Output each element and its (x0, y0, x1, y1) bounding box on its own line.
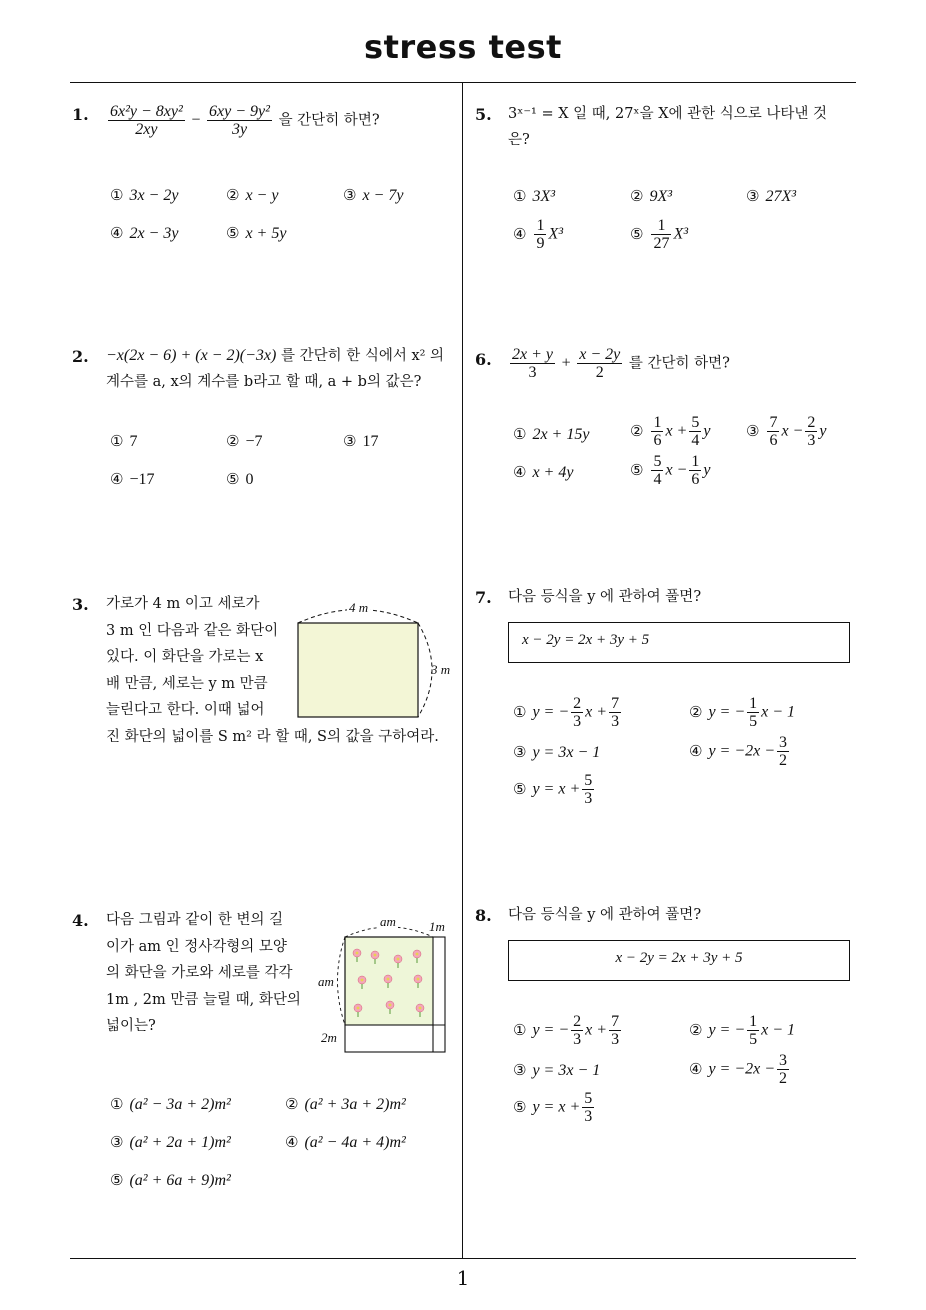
option-3[interactable]: ③ (a² + 2a + 1)m² (110, 1133, 231, 1151)
option-5[interactable]: ⑤ $\frac{5}{4}$ x − $\frac{1}{6}$ y (630, 453, 711, 488)
column-divider (462, 82, 463, 1259)
question-number: 8. (475, 906, 492, 925)
right-extension-label: 1m (429, 919, 445, 934)
option-2[interactable]: ② y = − $\frac{1}{5}$ x − 1 (689, 1013, 796, 1048)
left-side-label: am (318, 974, 334, 989)
question-number: 4. (72, 911, 89, 930)
page-title: stress test (364, 28, 562, 66)
fraction-numerator: 6xy − 9y² (209, 103, 270, 120)
option-4[interactable]: ④ y = −2x − $\frac{3}{2}$ (689, 734, 788, 769)
option-5[interactable]: ⑤ y = x + $\frac{5}{3}$ (513, 1090, 593, 1125)
question-3-stem: 가로가 4 m 이고 세로가 3 m 인 다음과 같은 화단이 있다. 이 화단을 가로는 x 배 만큼, 세로는 y m 만큼 늘린다고 한다. 이때 넓어 진 화단의 넓이를 S m² 라 할 때, S의 값을 구하여라. (106, 596, 439, 745)
option-4[interactable]: ④ 2x − 3y (110, 224, 179, 242)
option-1[interactable]: ① (a² − 3a + 2)m² (110, 1095, 231, 1113)
footer-rule (70, 1258, 856, 1259)
height-label: 3 m (431, 662, 451, 677)
question-1-stem: $\frac{\text{6x²y − 8xy²}}{2xy}$ − $\frac{\text{6xy − 9y²}}{3y}$ 을 간단히 하면? (110, 103, 380, 138)
equation-box (508, 940, 850, 981)
option-5[interactable]: ⑤ (a² + 6a + 9)m² (110, 1171, 231, 1189)
fraction-denominator: 2xy (135, 121, 158, 138)
option-4[interactable]: ④ x + 4y (513, 463, 574, 481)
option-2[interactable]: ② 9X³ (630, 187, 673, 205)
option-1[interactable]: ① y = − $\frac{2}{3}$ x + $\frac{7}{3}$ (513, 1013, 620, 1048)
page-number: 1 (456, 1266, 470, 1290)
option-3[interactable]: ③ $\frac{7}{6}$ x − $\frac{2}{3}$ y (746, 414, 827, 449)
option-4[interactable]: ④ $\frac{1}{9}$ X³ (513, 217, 564, 252)
option-1[interactable]: ① 3x − 2y (110, 186, 179, 204)
question-number: 6. (475, 350, 492, 369)
option-5[interactable]: ⑤ $\frac{1}{27}$ X³ (630, 217, 689, 252)
header-rule (70, 82, 856, 83)
question-7-stem: 다음 등식을 y 에 관하여 풀면? (508, 589, 702, 605)
equation-text: x − 2y = 2x + 3y + 5 (522, 632, 650, 648)
bottom-extension-label: 2m (321, 1030, 337, 1045)
option-1[interactable]: ① 2x + 15y (513, 425, 590, 443)
option-2[interactable]: ② $\frac{1}{6}$ x + $\frac{5}{4}$ y (630, 414, 711, 449)
question-number: 1. (72, 105, 89, 124)
option-1[interactable]: ① y = − $\frac{2}{3}$ x + $\frac{7}{3}$ (513, 695, 620, 730)
option-3[interactable]: ③ 27X³ (746, 187, 797, 205)
equation-text: x − 2y = 2x + 3y + 5 (615, 950, 743, 966)
option-5[interactable]: ⑤ y = x + $\frac{5}{3}$ (513, 772, 593, 807)
width-label: 4 m (349, 600, 369, 615)
question-6-stem: $\frac{2x + y}{3}$ + $\frac{x - 2y}{2}$ 를 간단히 하면? (512, 346, 730, 381)
option-1[interactable]: ① 3X³ (513, 187, 556, 205)
question-4-stem: 다음 그림과 같이 한 변의 길 이가 am 인 정사각형의 모양 의 화단을 가로와 세로를 각각 1m , 2m 만큼 늘릴 때, 화단의 넓이는? (106, 912, 301, 1034)
option-2[interactable]: ② y = − $\frac{1}{5}$ x − 1 (689, 695, 796, 730)
top-side-label: am (380, 914, 396, 929)
option-2[interactable]: ② (a² + 3a + 2)m² (285, 1095, 406, 1113)
fraction-numerator: 6x²y − 8xy² (110, 103, 183, 120)
option-4[interactable]: ④ y = −2x − $\frac{3}{2}$ (689, 1052, 788, 1087)
question-5-stem: 3ˣ⁻¹ = X 일 때, 27ˣ을 X에 관한 식으로 나타낸 것 은? (508, 106, 828, 148)
option-3[interactable]: ③ y = 3x − 1 (513, 1061, 601, 1079)
option-2[interactable]: ② −7 (226, 432, 263, 450)
option-5[interactable]: ⑤ x + 5y (226, 224, 287, 242)
option-3[interactable]: ③ x − 7y (343, 186, 404, 204)
question-number: 7. (475, 588, 492, 607)
question-number: 2. (72, 347, 89, 366)
fraction-denominator: 3y (231, 121, 248, 138)
option-3[interactable]: ③ 17 (343, 432, 379, 450)
question-2-stem: −x(2x − 6) + (x − 2)(−3x) 를 간단히 한 식에서 x² 의 계수를 a, x의 계수를 b라고 할 때, a + b의 값은? (106, 347, 445, 390)
option-1[interactable]: ① 7 (110, 432, 138, 450)
option-4[interactable]: ④ −17 (110, 470, 155, 488)
question-number: 3. (72, 595, 89, 614)
option-3[interactable]: ③ y = 3x − 1 (513, 743, 601, 761)
question-8-stem: 다음 등식을 y 에 관하여 풀면? (508, 907, 702, 923)
option-4[interactable]: ④ (a² − 4a + 4)m² (285, 1133, 406, 1151)
equation-box (508, 622, 850, 663)
question-text: 을 간단히 하면? (278, 112, 380, 129)
option-2[interactable]: ② x − y (226, 186, 279, 204)
question-number: 5. (475, 105, 492, 124)
option-5[interactable]: ⑤ 0 (226, 470, 254, 488)
